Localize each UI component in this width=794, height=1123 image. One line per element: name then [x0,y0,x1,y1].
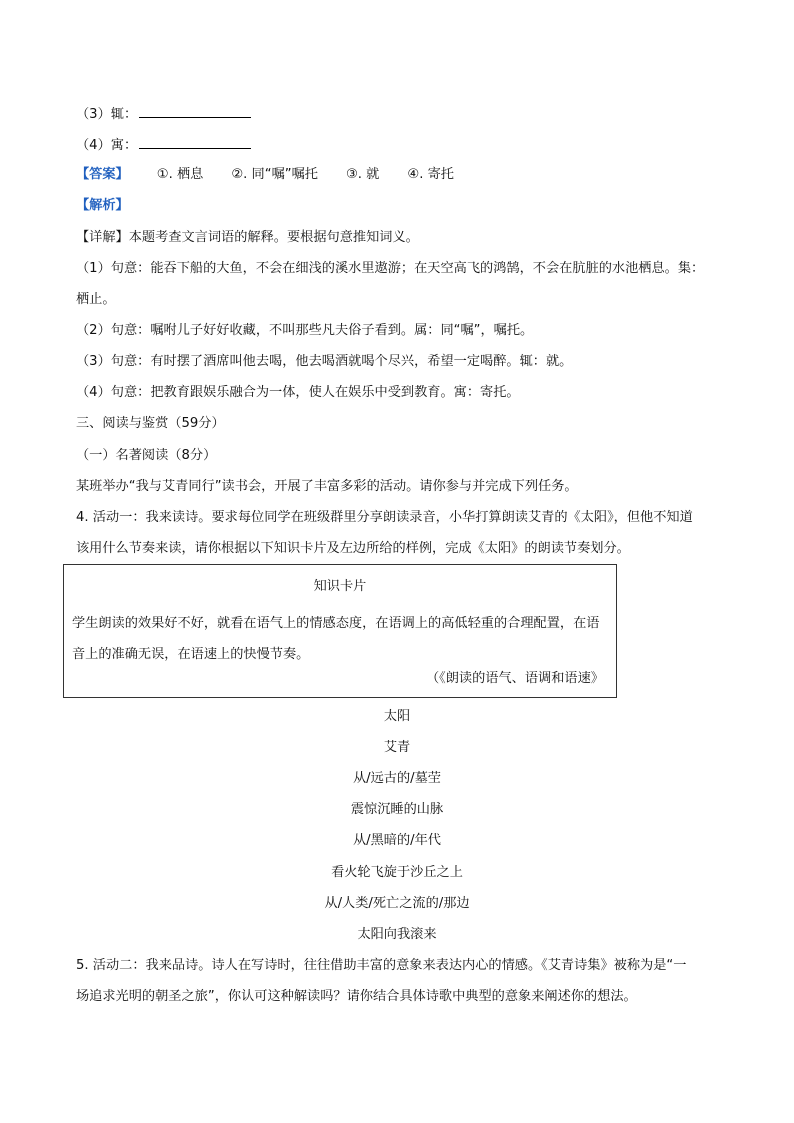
question-5-text-2: 场追求光明的朝圣之旅”，你认可这种解读吗？请你结合具体诗歌中典型的意象来阐述你的想法。 [76,989,637,1004]
poem-line-4: 看火轮飞旋于沙丘之上 [331,865,463,880]
answer-item-1: ①. 栖息 [156,167,204,182]
note-line-3: （3）句意：有时摆了酒席叫他去喝，他去喝酒就喝个尽兴，希望一定喝醉。辄：就。 [76,354,573,369]
question-4-label: （4）寓： [76,138,138,153]
answer-tag: 【答案】 [76,167,129,182]
poem-line-2: 震惊沉睡的山脉 [350,802,444,817]
question-3-blank [139,103,251,118]
answer-item-4: ④. 寄托 [407,167,454,182]
knowledge-card-source: （《朗读的语气、语调和语速》 [425,671,604,686]
question-4-blank [139,134,251,149]
note-line-1: （1）句意：能吞下船的大鱼，不会在细浅的溪水里遨游；在天空高飞的鸿鹄，不会在肮脏的水池栖息。集： [76,261,705,276]
answer-item-3: ③. 就 [345,167,380,182]
poem-author: 艾青 [383,740,411,755]
analysis-tag: 【解析】 [76,198,129,213]
note-line-2: （2）句意：嘱咐儿子好好收藏，不叫那些凡夫俗子看到。属：同“嘱”，嘱托。 [76,323,534,338]
note-line-1b: 栖止。 [76,292,116,307]
question-3-line [76,103,251,125]
poem-line-6: 太阳向我滚来 [357,927,437,942]
answer-line [76,165,454,185]
question-5-text-1: 5. 活动二：我来品诗。诗人在写诗时，往往借助丰富的意象来表达内心的情感。《艾青诗集》被称为是“一 [76,958,687,973]
knowledge-card-body: 学生朗读的效果好不好，就看在语气上的情感态度，在语调上的高低轻重的合理配置，在语音上的准确无误，在语速上的快慢节奏。 [72,616,600,662]
question-4-text-1: 4. 活动一：我来读诗。要求每位同学在班级群里分享朗读录音，小华打算朗读艾青的《太阳》，但他不知道 [76,510,693,525]
intro-text: 某班举办“我与艾青同行”读书会，开展了丰富多彩的活动。请你参与并完成下列任务。 [76,479,578,494]
knowledge-card-title: 知识卡片 [313,579,367,594]
section-3-heading: 三、阅读与鉴赏（59分） [76,416,225,431]
poem-title: 太阳 [383,709,411,724]
question-4-text-2: 该用什么节奏来读，请你根据以下知识卡片及左边所给的样例，完成《太阳》的朗读节奏划分。 [76,541,630,556]
answer-item-2: ②. 同“嘱”嘱托 [231,167,318,182]
poem-line-3: 从/黑暗的/年代 [352,833,441,848]
question-4-line [76,134,251,156]
knowledge-card [63,564,617,698]
poem-line-1: 从/远古的/墓茔 [352,771,441,786]
section-3-1-heading: （一）名著阅读（8分） [76,448,217,463]
question-3-label: （3）辄： [76,107,138,122]
poem-line-5: 从/人类/死亡之流的/那边 [324,896,470,911]
note-line-4: （4）句意：把教育跟娱乐融合为一体，使人在娱乐中受到教育。寓：寄托。 [76,385,520,400]
detail-line: 【详解】本题考查文言词语的解释。要根据句意推知词义。 [76,230,419,245]
